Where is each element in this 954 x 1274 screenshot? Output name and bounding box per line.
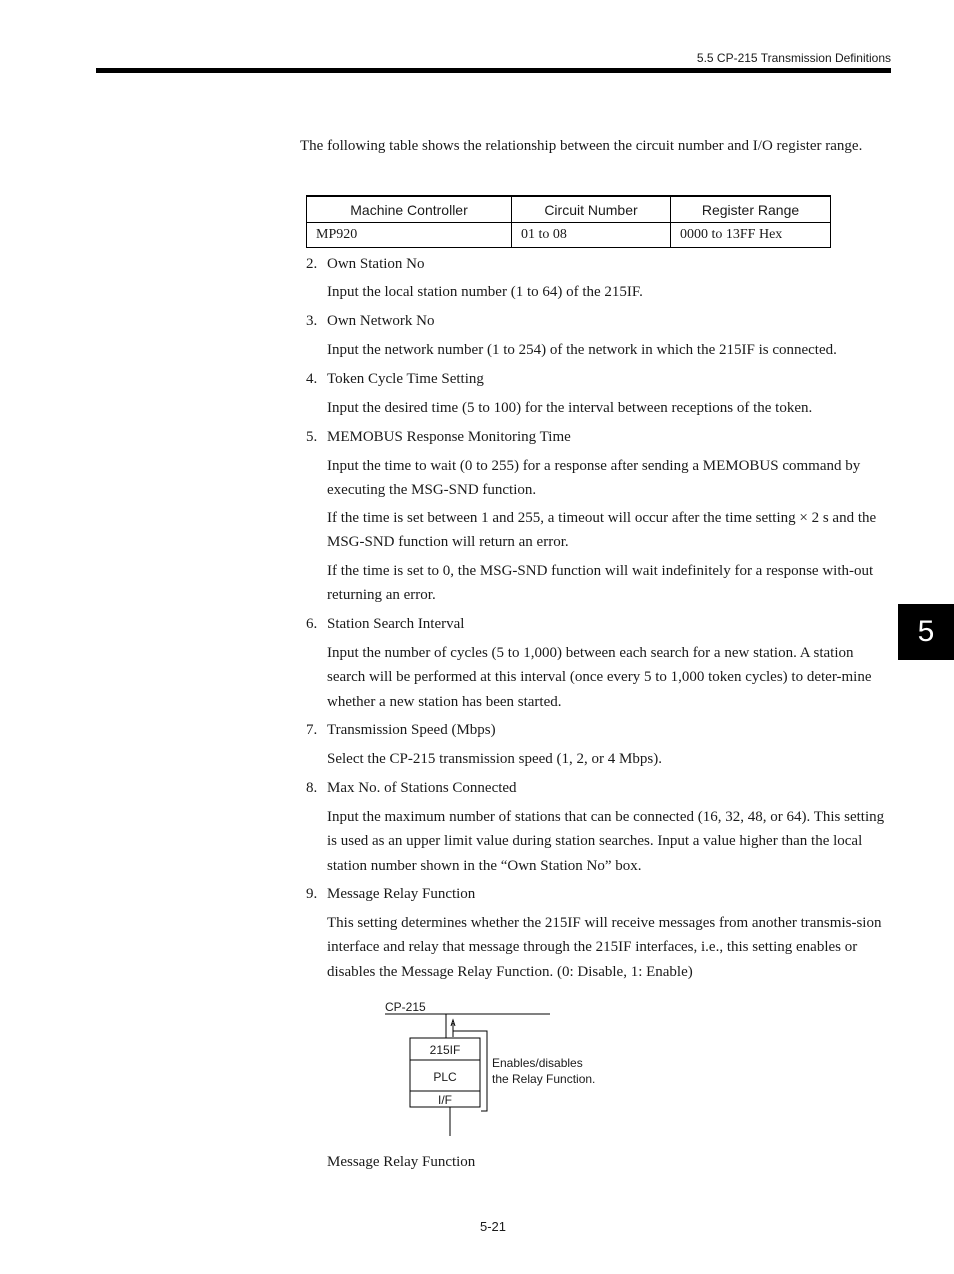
figure-caption: Message Relay Function [327, 1154, 476, 1170]
list-item-heading: Station Search Interval [327, 616, 465, 632]
list-item-title [306, 778, 517, 798]
chapter-tab: 5 [898, 604, 954, 660]
diagram-note-line2: the Relay Function. [492, 1072, 596, 1086]
list-item-number: 6. [306, 616, 318, 632]
list-item-heading: Max No. of Stations Connected [327, 780, 517, 796]
list-item-title [306, 427, 571, 447]
list-item-paragraph: This setting determines whether the 215IF will receive messages from another transmis-sion interface and relay that message through the 215IF interfaces, i.e., this setting enables or disables the Message Relay Function. (0: Disable, 1: Enable) [327, 915, 882, 980]
table-cell: MP920 [307, 223, 512, 248]
list-item-paragraph: Input the number of cycles (5 to 1,000) between each search for a new station. A station search will be performed at this interval (once every 5 to 1,000 token cycles) to deter-mine whether a new station has been started. [327, 645, 872, 710]
list-item-paragraph: Input the desired time (5 to 100) for the interval between receptions of the token. [327, 400, 813, 416]
list-item-heading: Transmission Speed (Mbps) [327, 722, 496, 738]
relay-function-diagram [380, 995, 620, 1141]
list-item-paragraph: Input the local station number (1 to 64) of the 215IF. [327, 284, 643, 300]
list-item-number: 9. [306, 886, 318, 902]
list-item-title [306, 614, 464, 634]
table-header-row [307, 196, 831, 223]
list-item-heading: Message Relay Function [327, 886, 476, 902]
list-item-heading: Own Network No [327, 313, 435, 329]
intro-paragraph: The following table shows the relationship between the circuit number and I/O register range. [300, 138, 863, 154]
list-item-title [306, 884, 475, 904]
header-rule [96, 68, 891, 73]
box-label-215if: 215IF [429, 1043, 461, 1057]
list-item-number: 8. [306, 780, 318, 796]
list-item-paragraph: If the time is set to 0, the MSG-SND function will wait indefinitely for a response with-out returning an error. [327, 563, 874, 604]
list-item-heading: MEMOBUS Response Monitoring Time [327, 429, 571, 445]
table-header-cell: Circuit Number [512, 196, 671, 223]
list-item-title [306, 254, 425, 274]
list-item-number: 3. [306, 313, 318, 329]
list-item-paragraph: Input the time to wait (0 to 255) for a response after sending a MEMOBUS command by executing the MSG-SND function. [327, 458, 861, 499]
list-item-paragraph: Input the maximum number of stations that can be connected (16, 32, 48, or 64). This setting is used as an upper limit value during station searches. Input a value higher than the local station number shown in the “Own Station No” box. [327, 809, 885, 874]
list-item-paragraph: Select the CP-215 transmission speed (1, 2, or 4 Mbps). [327, 751, 662, 767]
register-range-table [306, 195, 831, 248]
page-number: 5-21 [480, 1219, 507, 1234]
list-item-title [306, 369, 484, 389]
box-label-if: I/F [438, 1093, 452, 1107]
list-item-paragraph: If the time is set between 1 and 255, a timeout will occur after the time setting × 2 s and the MSG-SND function will return an error. [327, 510, 877, 551]
list-item-number: 2. [306, 256, 318, 272]
list-item-number: 5. [306, 429, 318, 445]
table-row [307, 223, 831, 248]
running-header: 5.5 CP-215 Transmission Definitions [696, 51, 891, 65]
list-item-title [306, 720, 496, 740]
table-header-cell: Machine Controller [307, 196, 512, 223]
list-item-number: 7. [306, 722, 318, 738]
box-label-plc: PLC [433, 1070, 457, 1084]
list-item-title [306, 311, 434, 331]
diagram-note-line1: Enables/disables [492, 1056, 583, 1070]
bus-label: CP-215 [385, 1000, 426, 1014]
list-item-paragraph: Input the network number (1 to 254) of the network in which the 215IF is connected. [327, 342, 837, 358]
list-item-heading: Token Cycle Time Setting [327, 371, 484, 387]
table-header-cell: Register Range [671, 196, 831, 223]
list-item-heading: Own Station No [327, 256, 425, 272]
table-cell: 01 to 08 [512, 223, 671, 248]
list-item-number: 4. [306, 371, 318, 387]
table-cell: 0000 to 13FF Hex [671, 223, 831, 248]
